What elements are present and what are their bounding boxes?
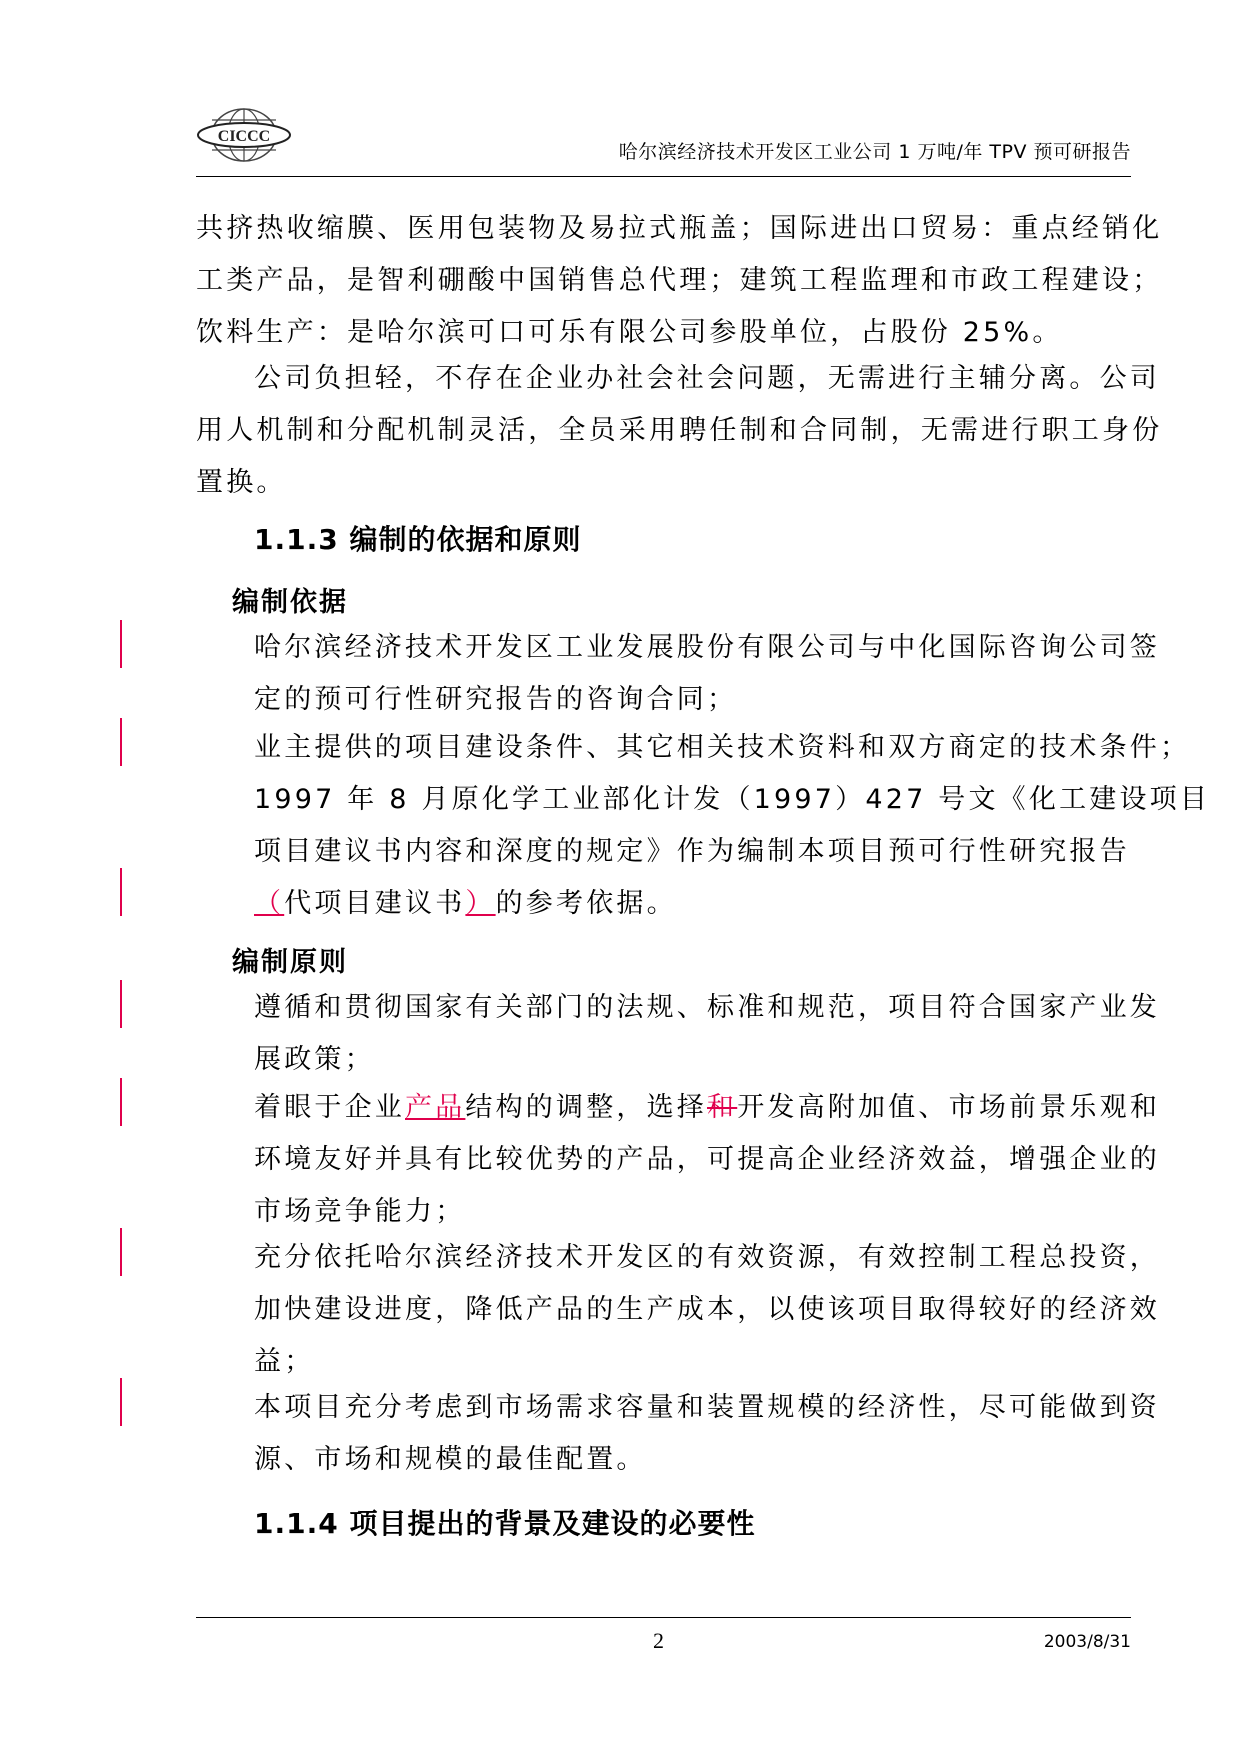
principles-item-scale: 本项目充分考虑到市场需求容量和装置规模的经济性，尽可能做到资 源、市场和规模的最佳配置。: [254, 1392, 1160, 1475]
basis-item-contract: 哈尔滨经济技术开发区工业发展股份有限公司与中化国际咨询公司签 定的预可行性研究报告的咨询合同；: [254, 632, 1160, 715]
principles-heading: 编制原则: [232, 947, 348, 978]
document-header-title: 哈尔滨经济技术开发区工业公司 1 万吨/年 TPV 预可研报告: [618, 141, 1131, 163]
principles-item-regulations: 遵循和贯彻国家有关部门的法规、标准和规范，项目符合国家产业发 展政策；: [254, 992, 1160, 1075]
basis-heading: 编制依据: [232, 587, 348, 618]
change-bar: [120, 868, 122, 916]
header-rule: [196, 176, 1131, 177]
principles-item-structure: 着眼于企业产品结构的调整，选择和开发高附加值、市场前景乐观和 环境友好并具有比较优势的产品，可提高企业经济效益，增强企业的 市场竞争能力；: [254, 1092, 1161, 1227]
footer-date: 2003/8/31: [1043, 1632, 1131, 1652]
section-heading-1-1-4: 1.1.4 项目提出的背景及建设的必要性: [254, 1507, 756, 1540]
page-number: 2: [653, 1628, 664, 1653]
change-bar: [120, 1078, 122, 1126]
tracked-insertion: ）: [465, 888, 496, 919]
change-bar: [120, 620, 122, 668]
basis-item-last-line: （代项目建议书）的参考依据。: [254, 888, 677, 919]
change-bar: [120, 718, 122, 766]
principles-item-resources: 充分依托哈尔滨经济技术开发区的有效资源，有效控制工程总投资， 加快建设进度，降低产品的生产成本，以使该项目取得较好的经济效 益；: [254, 1242, 1160, 1377]
intro-paragraph: 共挤热收缩膜、医用包装物及易拉式瓶盖；国际进出口贸易：重点经销化 工类产品，是智利硼酸中国销售总代理；建筑工程监理和市政工程建设； 饮料生产：是哈尔滨可口可乐有限公司参股单位，占股份 25%。: [196, 213, 1163, 348]
company-paragraph: 公司负担轻，不存在企业办社会社会问题，无需进行主辅分离。公司 用人机制和分配机制灵活，全员采用聘任制和合同制，无需进行职工身份 置换。: [196, 363, 1163, 498]
cicc-logo: [196, 106, 292, 164]
change-bar: [120, 1378, 122, 1426]
tracked-deletion: 和: [707, 1092, 738, 1123]
tracked-insertion: 产品: [405, 1092, 466, 1123]
section-heading-1-1-3: 1.1.3 编制的依据和原则: [254, 523, 582, 556]
basis-item-conditions: 业主提供的项目建设条件、其它相关技术资料和双方商定的技术条件； 1997 年 8 月原化学工业部化计发（1997）427 号文《化工建设项目 项目建议书内容和深度的规定》作为编制本项目预可行性研究报告 （代项目建议书）的参考依据。: [254, 722, 1210, 930]
change-bar: [120, 1228, 122, 1276]
tracked-insertion: （: [254, 888, 285, 919]
change-bar: [120, 980, 122, 1028]
svg-text:CICCC: CICCC: [217, 128, 271, 145]
footer-rule: [196, 1617, 1131, 1618]
